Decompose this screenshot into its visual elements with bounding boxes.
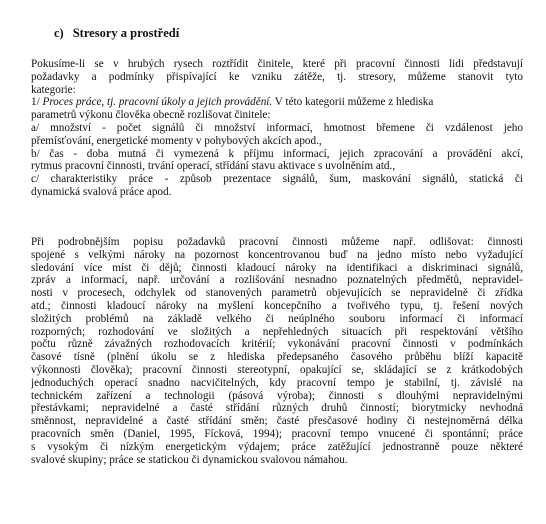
category-prefix: 1/ bbox=[31, 96, 43, 109]
category-title: Proces práce, tj. pracovní úkoly a jejich provádění. bbox=[42, 96, 273, 109]
text-line: jednoduchých operací snadno nacvičitelných, kdy pracovní tempo je stabilní, tj. závislé na bbox=[31, 376, 523, 389]
text-line: počtu různě závažných rozhodovacích kritérií; vykonávání pracovní činnosti v podmínkách bbox=[31, 338, 523, 351]
text-line: výkonnosti člověka); pracovní činnosti stereotypní, opakující se, skládající se z krátkodobých bbox=[31, 363, 523, 376]
section-heading bbox=[54, 26, 179, 41]
text-line: Při podrobnějším popisu požadavků pracovní činnosti můžeme např. odlišovat: činnosti bbox=[31, 236, 523, 248]
text-line: zpráv a informací, např. určování a rozlišování nesnadno poznatelných předmětů, nepravidel- bbox=[31, 274, 523, 287]
text-line: sledování více míst či dějů; činnosti kladoucí nároky na identifikaci a diskriminaci signálů, bbox=[31, 261, 523, 274]
text-line: směnnost, nepravidelné a časté střídání směn; časté přesčasové hodiny či nestejnoměrná délka bbox=[31, 415, 523, 428]
text-line: přemísťování, energetické momenty v pohybových akcích apod., bbox=[31, 134, 322, 147]
text-line: kategorie: bbox=[31, 83, 76, 96]
text-line: s vysokým či nízkým energetickým výdajem; práce zatěžující jednostranně pouze některé bbox=[31, 440, 523, 453]
paragraph-work-demands bbox=[31, 236, 523, 466]
text-line: spojené s velkými nároky na pozornost koncentrovanou buď na jedno místo nebo vyžadující bbox=[31, 248, 523, 261]
category-rest: V této kategorii můžeme z hlediska bbox=[272, 96, 434, 109]
text-line: parametrů výkonu člověka obecně rozlišovat činitele: bbox=[31, 109, 271, 122]
text-line: požadavky a podmínky přispívající ke vzniku zátěže, tj. stresory, můžeme stanovit tyto bbox=[31, 70, 523, 83]
text-line: časové tísně (plnění úkolu se z hlediska předepsaného časového průběhu blíží kapacitě bbox=[31, 351, 523, 364]
section-number: c) bbox=[54, 26, 64, 40]
text-line: rozporných; rozhodování ve složitých a nepřehledných situacích při respektování většího bbox=[31, 325, 523, 338]
text-line: dynamická svalová práce apod. bbox=[31, 185, 172, 198]
text-line: c/ charakteristiky práce - způsob prezentace signálů, šum, maskování signálů, statická či bbox=[31, 173, 523, 186]
text-line: rytmus pracovní činnosti, trvání operací, střídání stavu aktivace s uvolněním atd., bbox=[31, 160, 396, 173]
text-line: atd.; činnosti kladoucí nároky na myšlení koncepčního a tvořivého typu, tj. řešení nových bbox=[31, 299, 523, 312]
text-line: svalové skupiny; práce se statickou či dynamickou svalovou námahou. bbox=[31, 453, 348, 466]
text-line: Pokusíme-li se v hrubých rysech roztřídit činitele, které při pracovní činnosti lidi představují bbox=[31, 58, 523, 70]
text-line: nosti v procesech, odchylek od stanovených parametrů objevujících se nepravidelně či zřídka bbox=[31, 287, 523, 300]
text-line: složitých problémů na základě velkého či neúplného souboru informací či informací bbox=[31, 312, 523, 325]
section-title: Stresory a prostředí bbox=[72, 26, 180, 40]
text-line: pracovních směn (Daniel, 1995, Fícková, 1994); pracovní tempo vnucené či spontánní; práce bbox=[31, 427, 523, 440]
text-line: přestávkami; nepravidelné a časté střídání různých druhů činností; biorytmicky nevhodná bbox=[31, 402, 523, 415]
text-line: a/ množství - počet signálů či množství informací, hmotnost břemene či vzdálenost jeho bbox=[31, 121, 523, 134]
category-line bbox=[31, 96, 523, 109]
text-line: b/ čas - doba mutná či vymezená k příjmu informací, jejich zpracování a provádění akcí, bbox=[31, 147, 523, 160]
text-line: technickém zařízení a technologii (pásová výroba); činnosti s dlouhými nepravidelnými bbox=[31, 389, 523, 402]
paragraph-stressor-categories bbox=[31, 58, 523, 199]
